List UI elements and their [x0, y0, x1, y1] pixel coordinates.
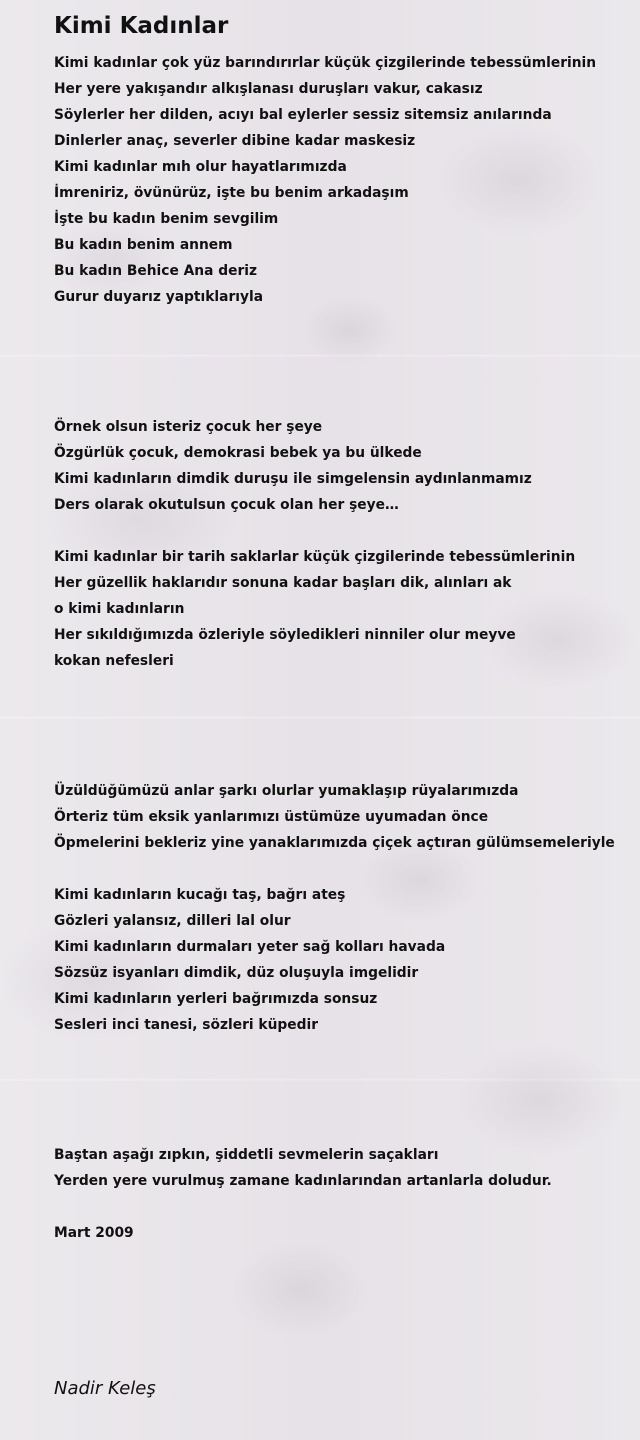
- author-signature: Nadir Keleş: [54, 1378, 156, 1399]
- poem-line: Her yere yakışandır alkışlanası duruşları vakur, cakasız: [54, 81, 483, 97]
- poem-blank-line: [54, 336, 624, 362]
- poem-blank-line: [54, 518, 624, 544]
- poem-line: Öpmelerini bekleriz yine yanaklarımızda çiçek açtıran gülümsemeleriyle: [54, 835, 615, 851]
- poem-blank-line: [54, 856, 624, 882]
- poem-line: Üzüldüğümüzü anlar şarkı olurlar yumaklaşıp rüyalarımızda: [54, 783, 519, 799]
- poem-blank-line: [54, 1064, 624, 1090]
- poem-line: Örteriz tüm eksik yanlarımızı üstümüze uyumadan önce: [54, 809, 489, 825]
- poem-blank-line: [54, 362, 624, 388]
- poem-title: Kimi Kadınlar: [54, 13, 229, 39]
- poem-line: Gözleri yalansız, dilleri lal olur: [54, 913, 291, 929]
- poem-line: Kimi kadınların durmaları yeter sağ kolları havada: [54, 939, 446, 955]
- poem-line: Her güzellik haklarıdır sonuna kadar başları dik, alınları ak: [54, 575, 512, 591]
- poem-body: [54, 50, 624, 1246]
- poem-line: Ders olarak okutulsun çocuk olan her şeye…: [54, 497, 399, 513]
- poem-line: Kimi kadınların yerleri bağrımızda sonsuz: [54, 991, 378, 1007]
- poem-line: İmreniriz, övünürüz, işte bu benim arkadaşım: [54, 185, 409, 201]
- poem-line: Sözsüz isyanları dimdik, düz oluşuyla imgelidir: [54, 965, 419, 981]
- poem-line: Baştan aşağı zıpkın, şiddetli sevmelerin saçakları: [54, 1147, 439, 1163]
- poem-blank-line: [54, 700, 624, 726]
- poem-line: Her sıkıldığımızda özleriyle söyledikleri ninniler olur meyve: [54, 627, 516, 643]
- poem-line: Söylerler her dilden, acıyı bal eylerler sessiz sitemsiz anılarında: [54, 107, 552, 123]
- poem-blank-line: [54, 1090, 624, 1116]
- poem-line: Mart 2009: [54, 1225, 134, 1241]
- poem-line: Yerden yere vurulmuş zamane kadınlarından artanlarla doludur.: [54, 1173, 552, 1189]
- poem-blank-line: [54, 674, 624, 700]
- poem-blank-line: [54, 1194, 624, 1220]
- poem-line: İşte bu kadın benim sevgilim: [54, 211, 279, 227]
- poem-line: Kimi kadınların kucağı taş, bağrı ateş: [54, 887, 346, 903]
- poem-line: Kimi kadınlar mıh olur hayatlarımızda: [54, 159, 347, 175]
- poem-line: Dinlerler anaç, severler dibine kadar maskesiz: [54, 133, 416, 149]
- poem-line: o kimi kadınların: [54, 601, 185, 617]
- poem-container: [54, 10, 624, 1246]
- poem-line: Bu kadın benim annem: [54, 237, 233, 253]
- poem-line: Gurur duyarız yaptıklarıyla: [54, 289, 264, 305]
- poem-line: Kimi kadınlar bir tarih saklarlar küçük çizgilerinde tebessümlerinin: [54, 549, 576, 565]
- poem-blank-line: [54, 726, 624, 752]
- poem-blank-line: [54, 310, 624, 336]
- poem-line: Kimi kadınların dimdik duruşu ile simgelensin aydınlanmamız: [54, 471, 532, 487]
- poem-blank-line: [54, 752, 624, 778]
- poem-line: Kimi kadınlar çok yüz barındırırlar küçük çizgilerinde tebessümlerinin: [54, 55, 597, 71]
- poem-blank-line: [54, 1116, 624, 1142]
- poem-line: Sesleri inci tanesi, sözleri küpedir: [54, 1017, 319, 1033]
- poem-line: Bu kadın Behice Ana deriz: [54, 263, 258, 279]
- poem-blank-line: [54, 1038, 624, 1064]
- poem-line: Örnek olsun isteriz çocuk her şeye: [54, 419, 323, 435]
- poem-line: Özgürlük çocuk, demokrasi bebek ya bu ülkede: [54, 445, 422, 461]
- poem-blank-line: [54, 388, 624, 414]
- poem-line: kokan nefesleri: [54, 653, 174, 669]
